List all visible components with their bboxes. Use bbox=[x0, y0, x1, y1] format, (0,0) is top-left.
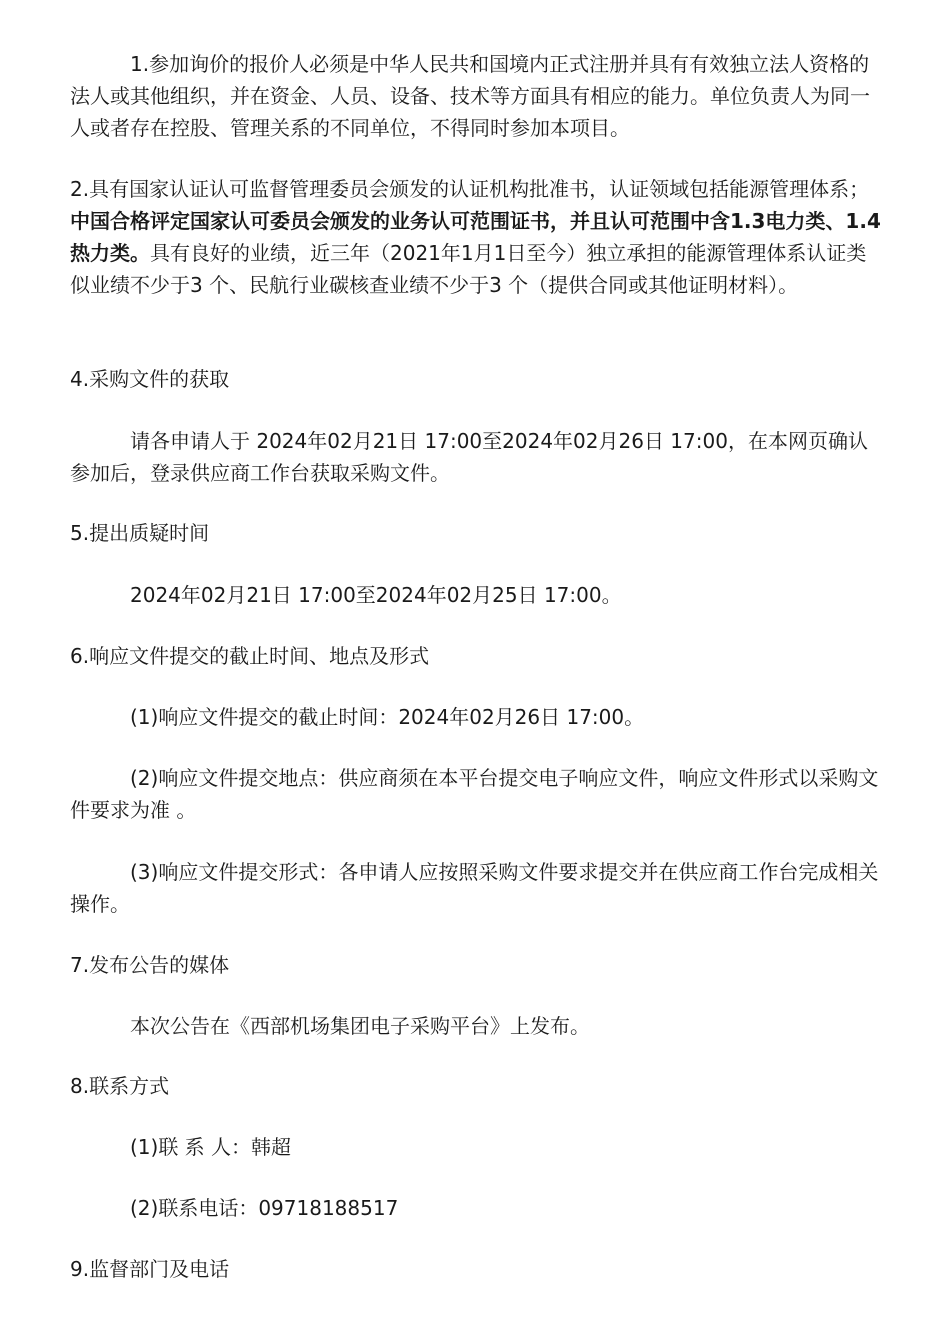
section-4-body: 请各申请人于 2024年02月21日 17:00至2024年02月26日 17:00，在本网页确认参加后，登录供应商工作台获取采购文件。 bbox=[70, 429, 868, 485]
section-6-item-3: (3)响应文件提交形式：各申请人应按照采购文件要求提交并在供应商工作台完成相关操作。 bbox=[70, 860, 879, 916]
section-5-heading: 5.提出质疑时间 bbox=[70, 521, 210, 545]
qualification-item-2-text-b: 具有良好的业绩，近三年（2021年1月1日至今）独立承担的能源管理体系认证类似业绩不少于3 个、民航行业碳核查业绩不少于3 个（提供合同或其他证明材料）。 bbox=[70, 241, 867, 297]
qualification-item-2-bold: 中国合格评定国家认可委员会颁发的业务认可范围证书，并且认可范围中含1.3电力类、1.4热力类。 bbox=[70, 209, 881, 265]
contact-phone: (2)联系电话：09718188517 bbox=[130, 1196, 399, 1220]
section-8-heading: 8.联系方式 bbox=[70, 1074, 170, 1098]
contact-person: (1)联 系 人：韩超 bbox=[130, 1135, 292, 1159]
qualification-item-1: 1.参加询价的报价人必须是中华人民共和国境内正式注册并具有有效独立法人资格的法人或其他组织，并在资金、人员、设备、技术等方面具有相应的能力。单位负责人为同一人或者存在控股、管理关系的不同单位，不得同时参加本项目。 bbox=[70, 52, 870, 140]
section-5-body: 2024年02月21日 17:00至2024年02月25日 17:00。 bbox=[130, 583, 622, 607]
section-7-body: 本次公告在《西部机场集团电子采购平台》上发布。 bbox=[130, 1014, 590, 1038]
section-6-item-1: (1)响应文件提交的截止时间：2024年02月26日 17:00。 bbox=[130, 705, 645, 729]
qualification-item-2-text-a: 2.具有国家认证认可监督管理委员会颁发的认证机构批准书，认证领域包括能源管理体系； bbox=[70, 177, 870, 201]
section-6-item-2: (2)响应文件提交地点：供应商须在本平台提交电子响应文件，响应文件形式以采购文件要求为准 。 bbox=[70, 766, 879, 822]
section-9-heading: 9.监督部门及电话 bbox=[70, 1257, 230, 1281]
section-6-heading: 6.响应文件提交的截止时间、地点及形式 bbox=[70, 644, 430, 668]
section-7-heading: 7.发布公告的媒体 bbox=[70, 953, 230, 977]
qualification-item-2 bbox=[70, 173, 882, 301]
section-4-heading: 4.采购文件的获取 bbox=[70, 367, 230, 391]
